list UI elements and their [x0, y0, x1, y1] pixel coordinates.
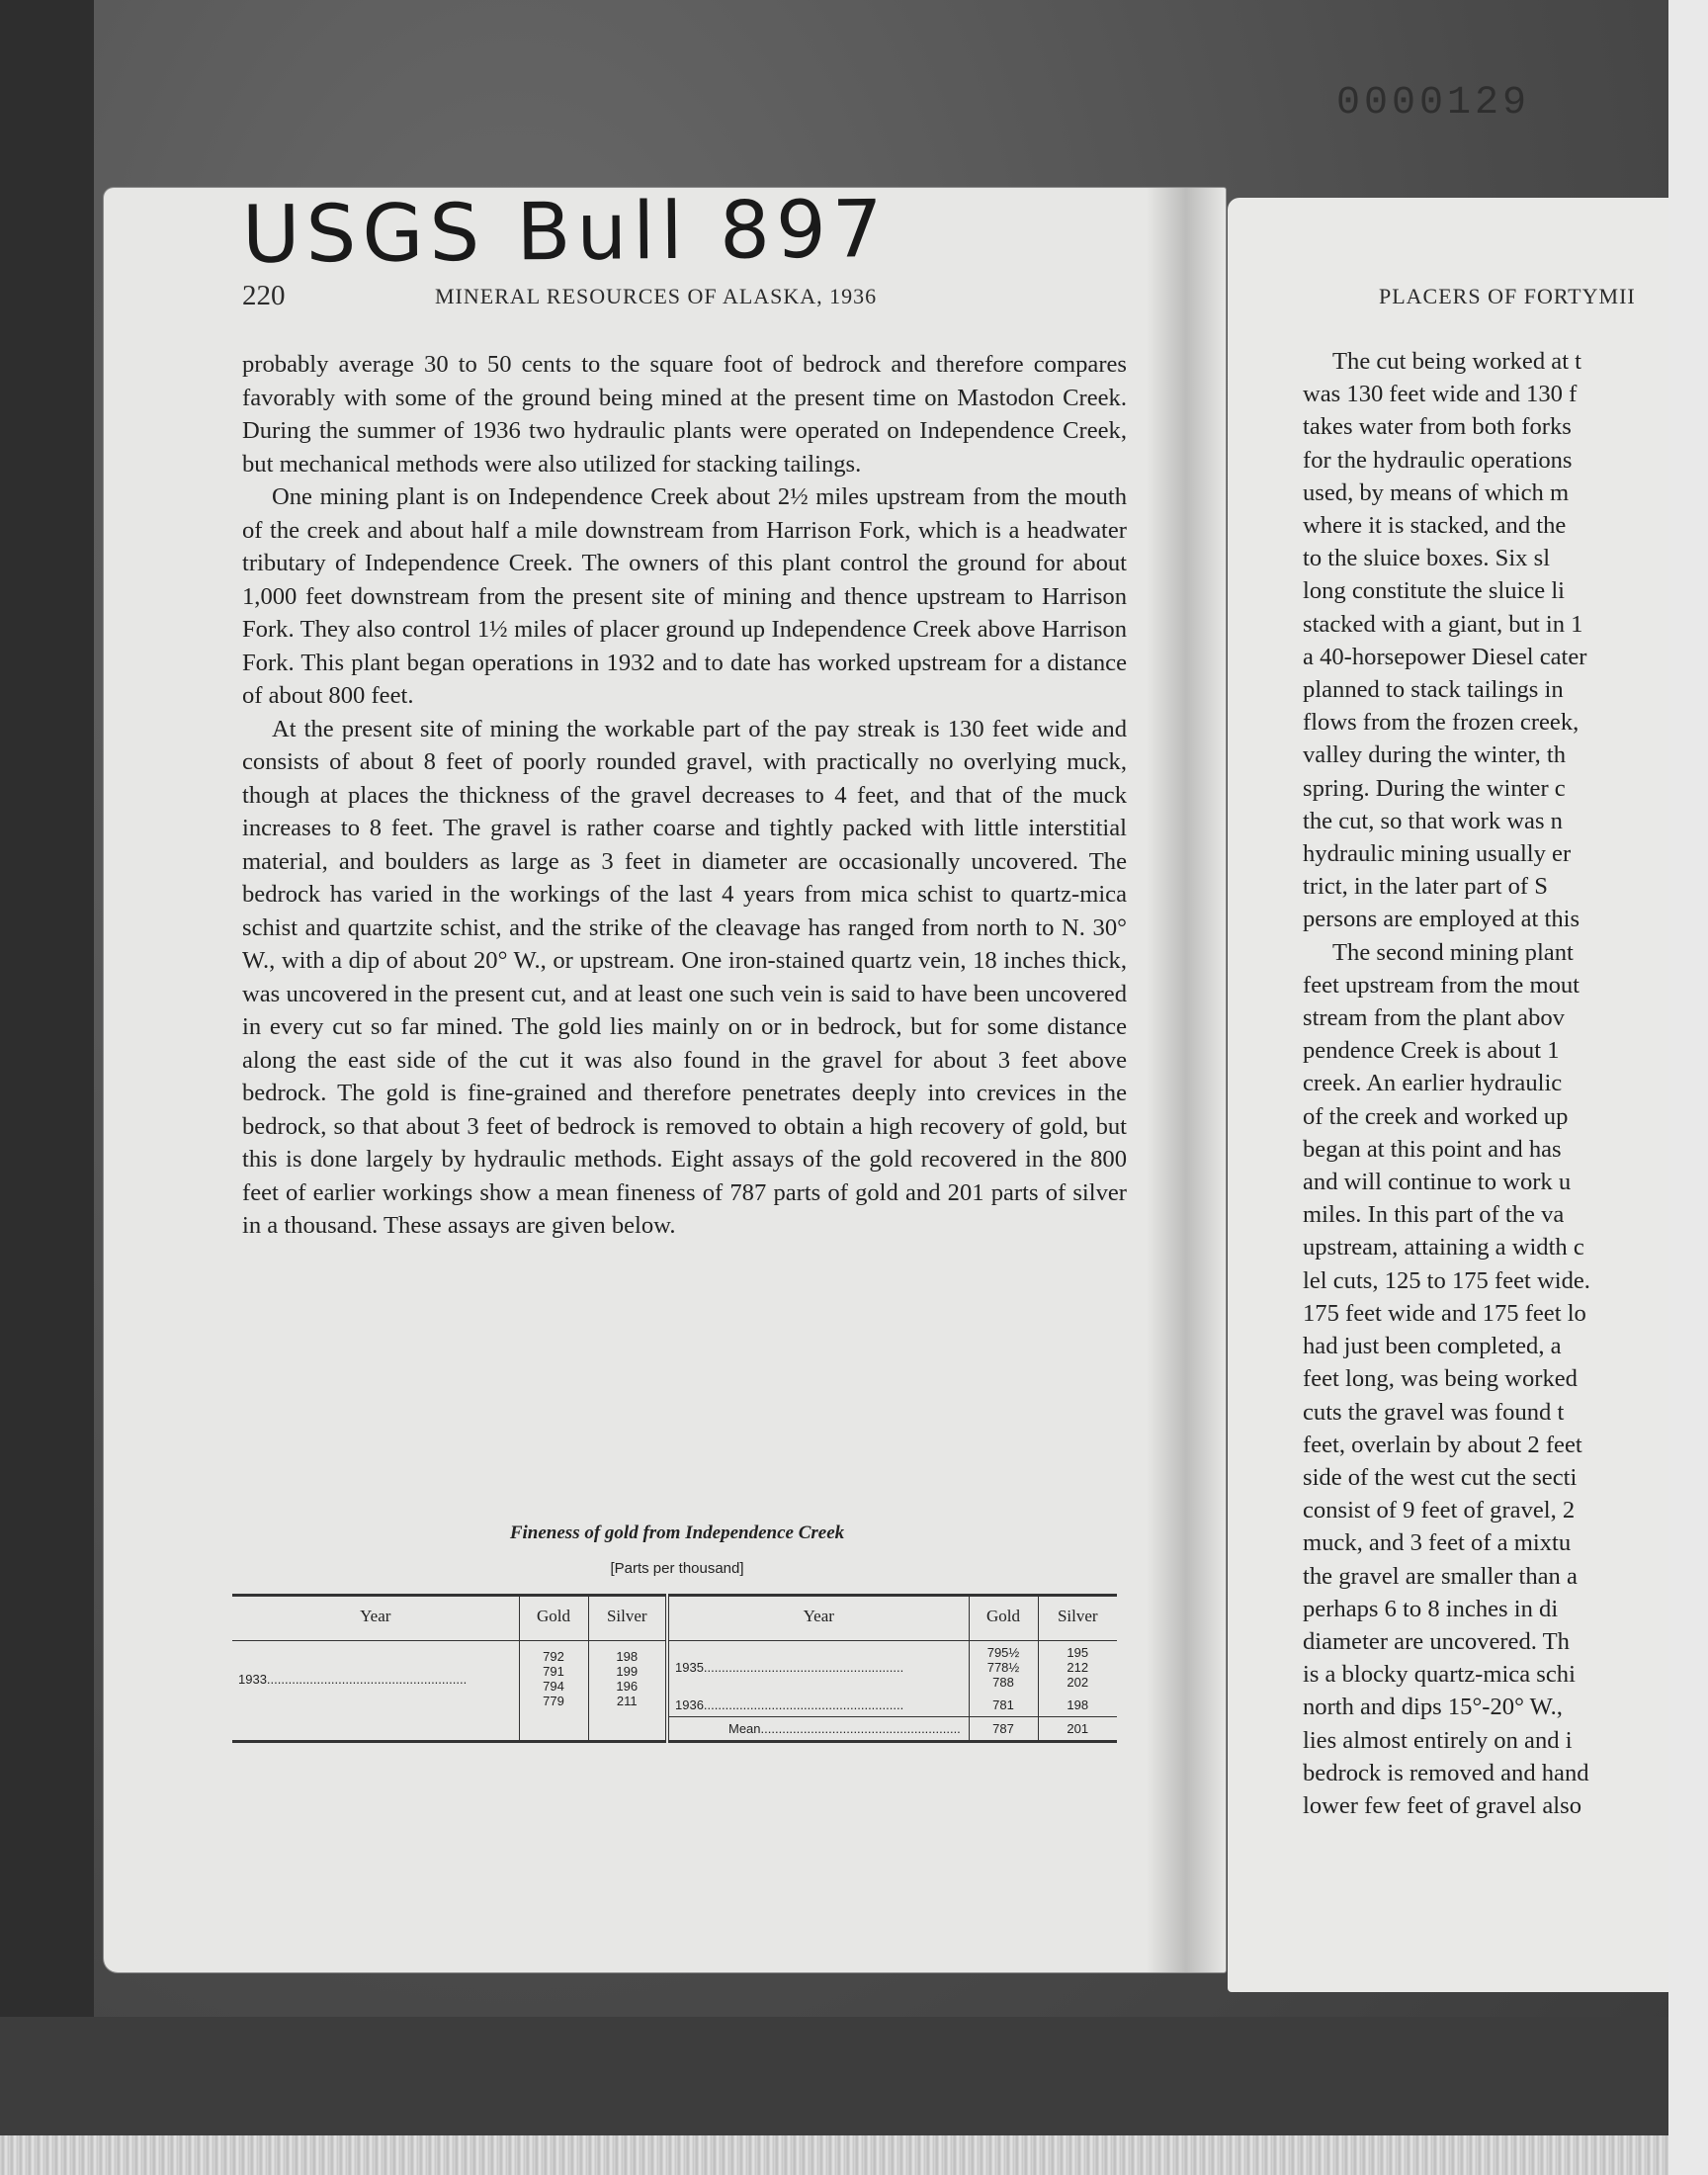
text-line: pendence Creek is about 1	[1303, 1037, 1560, 1065]
text-line: side of the west cut the secti	[1303, 1463, 1578, 1491]
text-line: to the sluice boxes. Six sl	[1303, 545, 1551, 572]
header-gold: Gold	[519, 1596, 588, 1641]
text-line: creek. An earlier hydraulic	[1303, 1070, 1563, 1097]
header-gold: Gold	[969, 1596, 1038, 1641]
text-line: used, by means of which m	[1303, 478, 1570, 506]
silver-value: 195	[1067, 1645, 1089, 1660]
running-head-right: PLACERS OF FORTYMII	[1379, 284, 1636, 308]
gold-value: 795½	[986, 1645, 1020, 1660]
silver-value: 211	[616, 1694, 638, 1709]
empty-cell	[232, 1717, 519, 1742]
text-line: feet long, was being worked	[1303, 1365, 1578, 1393]
scan-right-strip	[1668, 0, 1708, 2175]
text-line: trict, in the later part of S	[1303, 873, 1548, 901]
text-line: of the creek and worked up	[1303, 1102, 1569, 1130]
book-gutter	[1147, 188, 1226, 1972]
text-line: where it is stacked, and the	[1303, 512, 1567, 540]
page-number: 220	[242, 280, 286, 311]
text-line: bedrock is removed and hand	[1303, 1759, 1589, 1786]
mean-label-cell: Mean........................................................	[667, 1717, 969, 1742]
gold-value: 788	[992, 1675, 1014, 1690]
gold-value: 794	[543, 1679, 564, 1695]
header-silver: Silver	[588, 1596, 667, 1641]
text-line: valley during the winter, th	[1303, 741, 1567, 769]
gold-value: 792	[543, 1649, 564, 1665]
text-line: stream from the plant abov	[1303, 1004, 1565, 1032]
silver-cell	[1038, 1641, 1117, 1695]
paragraph: probably average 30 to 50 cents to the square foot of bedrock and therefore compares favorably with some of the ground being mined at the present time on Mastodon Creek. During the summer of 1936 two hydraulic plants were operated on Independence Creek, but mechanical methods were also utilized for stacking tailings.	[242, 351, 1127, 478]
text-line: hydraulic mining usually er	[1303, 840, 1572, 868]
gold-cell	[969, 1641, 1038, 1695]
text-line: The cut being worked at t	[1332, 348, 1582, 375]
text-line: muck, and 3 feet of a mixtu	[1303, 1529, 1572, 1557]
year-value: 1935	[675, 1660, 704, 1675]
text-line: The second mining plant	[1332, 938, 1574, 966]
text-line: the gravel are smaller than a	[1303, 1562, 1578, 1590]
left-body-text	[242, 348, 1127, 1243]
fineness-table	[232, 1594, 1117, 1743]
gold-cell	[519, 1641, 588, 1717]
text-line: persons are employed at this	[1303, 906, 1580, 933]
handwritten-note: USGS Bull 897	[241, 183, 890, 281]
text-line: stacked with a giant, but in 1	[1303, 610, 1583, 638]
table-caption: Fineness of gold from Independence Creek	[509, 1522, 845, 1543]
text-line: miles. In this part of the va	[1303, 1201, 1565, 1229]
text-line: takes water from both forks	[1303, 413, 1572, 441]
empty-cell	[519, 1717, 588, 1742]
text-line: lower few feet of gravel also	[1303, 1791, 1582, 1819]
paragraph: At the present site of mining the workable part of the pay streak is 130 feet wide and consists of about 8 feet of poorly rounded gravel, with practically no overlying muck, though at places the thickness of the gravel decreases to 4 feet, and that of the muck increases to 8 feet. The gravel is rather coarse and tightly packed with little interstitial material, and boulders as large as 3 feet in diameter are occasionally uncovered. The bedrock has varied in the workings of the last 4 years from mica schist to quartz-mica schist and quartzite schist, and the strike of the cleavage has ranged from north to N. 30° W., with a dip of about 20° W., or upstream. One iron-stained quartz vein, 18 inches thick, was uncovered in the present cut, and at least one such vein is said to have been uncovered in every cut so far mined. The gold lies mainly on or in bedrock, but for some distance along the east side of the cut it was also found in the gravel for about 3 feet above bedrock. The gold is fine-grained and therefore penetrates deeply into crevices in the bedrock, so that about 3 feet of bedrock is removed to obtain a high recovery of gold, but this is done largely by hydraulic methods. Eight assays of the gold recovered in the 800 feet of earlier workings show a mean fineness of 787 parts of gold and 201 parts of silver in a thousand. These assays are given below.	[242, 715, 1127, 1239]
mean-row	[232, 1717, 1117, 1742]
mean-label: Mean	[728, 1721, 761, 1736]
text-line: consist of 9 feet of gravel, 2	[1303, 1497, 1576, 1524]
text-line: planned to stack tailings in	[1303, 676, 1564, 704]
year-cell: 1936........................................................	[667, 1694, 969, 1717]
year-cell: 1933........................................................	[238, 1671, 468, 1687]
empty-cell	[588, 1717, 667, 1742]
table-header-row	[232, 1596, 1117, 1641]
text-line: for the hydraulic operations	[1303, 446, 1573, 474]
text-line: spring. During the winter c	[1303, 774, 1566, 802]
silver-value: 198	[1038, 1694, 1117, 1717]
year-cell: 1935........................................................	[667, 1641, 969, 1695]
text-line: had just been completed, a	[1303, 1333, 1562, 1360]
silver-value: 199	[616, 1664, 639, 1680]
text-line: cuts the gravel was found t	[1303, 1398, 1565, 1426]
table-subcaption: [Parts per thousand]	[610, 1560, 744, 1577]
gold-value: 778½	[986, 1660, 1020, 1675]
silver-value: 198	[616, 1649, 639, 1665]
text-line: was 130 feet wide and 130 f	[1303, 381, 1578, 408]
header-year: Year	[667, 1596, 969, 1641]
text-line: feet, overlain by about 2 feet	[1303, 1431, 1582, 1458]
silver-value: 196	[616, 1679, 639, 1695]
text-line: the cut, so that work was n	[1303, 807, 1563, 834]
silver-value: 202	[1067, 1675, 1089, 1690]
header-year: Year	[232, 1596, 519, 1641]
scan-dark-edge	[0, 0, 94, 2175]
silver-value: 212	[1067, 1660, 1089, 1675]
gold-value: 781	[969, 1694, 1038, 1717]
year-value: 1936	[675, 1697, 704, 1712]
gold-value: 791	[543, 1664, 564, 1680]
year-value: 1933	[238, 1671, 267, 1687]
mean-gold: 787	[969, 1717, 1038, 1742]
text-line: north and dips 15°-20° W.,	[1303, 1694, 1563, 1721]
text-line: began at this point and has	[1303, 1135, 1562, 1163]
mean-silver: 201	[1038, 1717, 1117, 1742]
header-silver: Silver	[1038, 1596, 1117, 1641]
right-body-text	[1303, 345, 1668, 1822]
text-line: perhaps 6 to 8 inches in di	[1303, 1595, 1559, 1622]
running-head-left: MINERAL RESOURCES OF ALASKA, 1936	[435, 284, 878, 308]
text-line: lel cuts, 125 to 175 feet wide.	[1303, 1266, 1590, 1294]
text-line: lies almost entirely on and i	[1303, 1726, 1573, 1754]
text-line: a 40-horsepower Diesel cater	[1303, 643, 1587, 670]
text-line: upstream, attaining a width c	[1303, 1234, 1584, 1262]
gold-value: 779	[543, 1694, 564, 1709]
silver-cell	[588, 1641, 667, 1717]
text-line: 175 feet wide and 175 feet lo	[1303, 1299, 1586, 1327]
text-line: feet upstream from the mout	[1303, 971, 1580, 999]
text-line: long constitute the sluice li	[1303, 577, 1566, 605]
table-row	[232, 1641, 1117, 1695]
text-line: and will continue to work u	[1303, 1169, 1572, 1196]
stamp-number: 0000129	[1336, 81, 1531, 126]
scan-bottom-strip	[0, 2135, 1708, 2175]
text-line: is a blocky quartz-mica schi	[1303, 1661, 1576, 1689]
text-line: flows from the frozen creek,	[1303, 709, 1580, 737]
text-line: diameter are uncovered. Th	[1303, 1627, 1570, 1655]
paragraph: One mining plant is on Independence Creek about 2½ miles upstream from the mouth of the creek and about half a mile downstream from Harrison Fork, which is a headwater tributary of Independence Creek. The owners of this plant control the ground for about 1,000 feet downstream from the present site of mining and thence upstream to Harrison Fork. They also control 1½ miles of placer ground up Independence Creek above Harrison Fork. This plant began operations in 1932 and to date has worked upstream for a distance of about 800 feet.	[242, 483, 1127, 709]
